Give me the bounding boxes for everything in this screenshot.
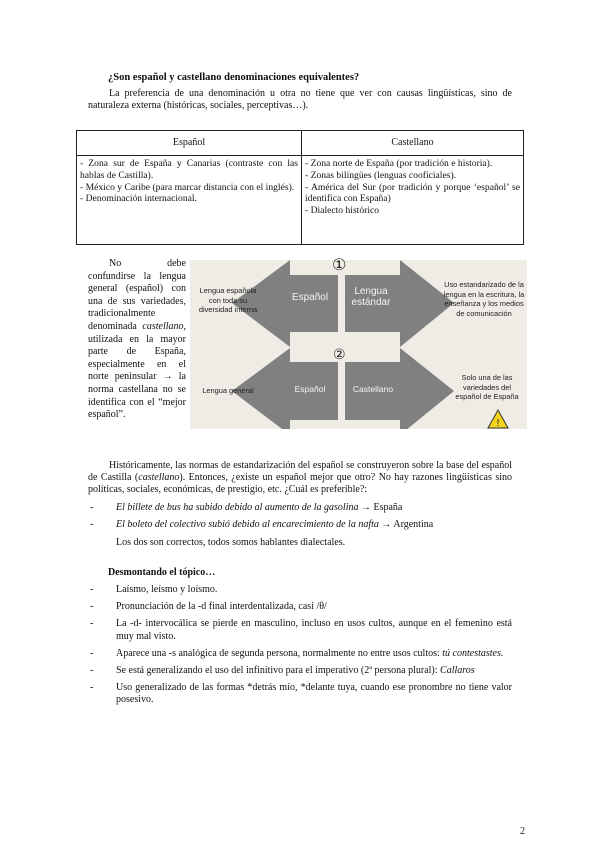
arrow-label-espanol-1: Español <box>291 292 329 303</box>
list-item: - Aparece una -s analógica de segunda persona, normalmente no entre usos cultos: tú contestastes. <box>90 647 504 659</box>
example-region: → España <box>358 502 403 513</box>
list-item: - El boleto del colectivo subió debido al encarecimiento de la nafta → Argentina <box>90 519 434 531</box>
italic-example: Callaros <box>440 665 475 677</box>
section-heading: ¿Son español y castellano denominaciones equivalentes? <box>108 72 360 83</box>
text: , utilizada en la mayor parte de España, especialmente en el norte peninsular → la norma castellana no se identifica con el “mejor español”. <box>88 320 186 421</box>
step-2-number: ② <box>333 346 346 362</box>
castellano-cell <box>302 156 524 245</box>
table-line: - Zonas bilingües (lenguas cooficiales). <box>305 169 457 181</box>
text: Se está generalizando el uso del infinitivo para el imperativo (2ª persona plural): <box>116 665 441 677</box>
column-header-castellano: Castellano <box>302 131 524 156</box>
arrow-label-castellano: Castellano <box>352 384 394 394</box>
table-line: - América del Sur (por tradición y porque ‘español’ se identifica con España) <box>305 181 520 205</box>
text: Aparece una -s analógica de segunda persona, normalmente no entre usos cultos: <box>116 647 443 659</box>
table-line: - México y Caribe (para marcar distancia con el inglés). <box>80 181 295 193</box>
table-row <box>77 156 524 245</box>
italic-term: castellano <box>138 472 180 484</box>
page-number: 2 <box>520 826 525 837</box>
list-item: - Laísmo, leísmo y loísmo. <box>90 584 218 595</box>
step-1-number: ① <box>332 257 347 274</box>
text: ). Entonces, ¿existe un español mejor que otro? No hay razones lingüísticas sino políticas, sociales, económicas, de prestigio, etc. ¿Cuál es preferible?: <box>88 472 512 496</box>
text: Laísmo, leísmo y loísmo. <box>116 584 218 595</box>
example-sentence: El billete de bus ha subido debido al aumento de la gasolina <box>116 502 359 513</box>
list-item: - Uso generalizado de las formas *detrás mío, *delante tuya, cuando ese pronombre no tiene valor posesivo. <box>90 682 512 706</box>
example-region: → Argentina <box>378 519 434 531</box>
column-header-espanol: Español <box>77 131 302 156</box>
arrow-label-espanol-2: Español <box>294 384 326 394</box>
conclusion: Los dos son correctos, todos somos hablantes dialectales. <box>116 537 346 548</box>
text: Pronunciación de la -d final interdentalizada, casi /θ/ <box>116 601 327 613</box>
diagram-image <box>190 257 527 429</box>
text: Uso generalizado de las formas *detrás mío, *delante tuya, cuando ese pronombre no tiene valor posesivo. <box>116 682 512 706</box>
list-item: - La -d- intervocálica se pierde en masculino, incluso en usos cultos, aunque en el femenino está muy mal visto. <box>90 618 512 642</box>
table-line: - Dialecto histórico <box>305 205 380 217</box>
example-sentence: El boleto del colectivo subió debido al encarecimiento de la nafta <box>116 519 379 531</box>
text: Históricamente, las normas de estandarización del español se construyeron sobre la base del español de Castilla ( <box>88 460 512 484</box>
list-item: - El billete de bus ha subido debido al aumento de la gasolina → España <box>90 502 403 513</box>
text: La -d- intervocálica se pierde en masculino, incluso en usos cultos, aunque en el femenino está muy mal visto. <box>116 618 512 642</box>
list-item: - Pronunciación de la -d final interdentalizada, casi /θ/ <box>90 601 327 613</box>
side-paragraph <box>88 258 186 422</box>
intro-paragraph: La preferencia de una denominación u otra no tiene que ver con causas lingüísticas, sino de naturaleza externa (históricas, sociales, perceptivas…). <box>88 88 512 112</box>
italic-term: castellano <box>142 320 184 332</box>
list-item: - Se está generalizando el uso del infinitivo para el imperativo (2ª persona plural): Callaros <box>90 665 475 677</box>
figure-left-2: Lengua general <box>202 386 254 395</box>
comparison-table <box>76 130 524 245</box>
figure-right-1: Uso estandarizado de la lengua en la escritura, la enseñanza y los medios de comunicación <box>443 280 525 318</box>
espanol-cell <box>77 156 302 245</box>
text: No debe confundirse la lengua general (español) con una de sus variedades, tradicionalmente denominada <box>88 258 186 332</box>
table-line: - Zona norte de España (por tradición e historia). <box>305 158 493 169</box>
figure-left-1: Lengua española con toda su diversidad interna <box>198 286 258 314</box>
arrow-label-estandar: Lengua estándar <box>351 286 391 308</box>
figure-right-2: Solo una de las variedades del español de España <box>455 373 519 401</box>
history-paragraph <box>88 460 512 497</box>
section-heading-2: Desmontando el tópico… <box>108 567 216 578</box>
table-line: - Zona sur de España y Canarias (contraste con las hablas de Castilla). <box>80 158 298 181</box>
svg-text:!: ! <box>496 418 500 429</box>
table-header-row <box>77 131 524 156</box>
table-line: - Denominación internacional. <box>80 193 197 205</box>
topics-list <box>88 584 512 707</box>
italic-example: tú contestastes. <box>442 647 504 659</box>
examples-list <box>88 502 512 536</box>
